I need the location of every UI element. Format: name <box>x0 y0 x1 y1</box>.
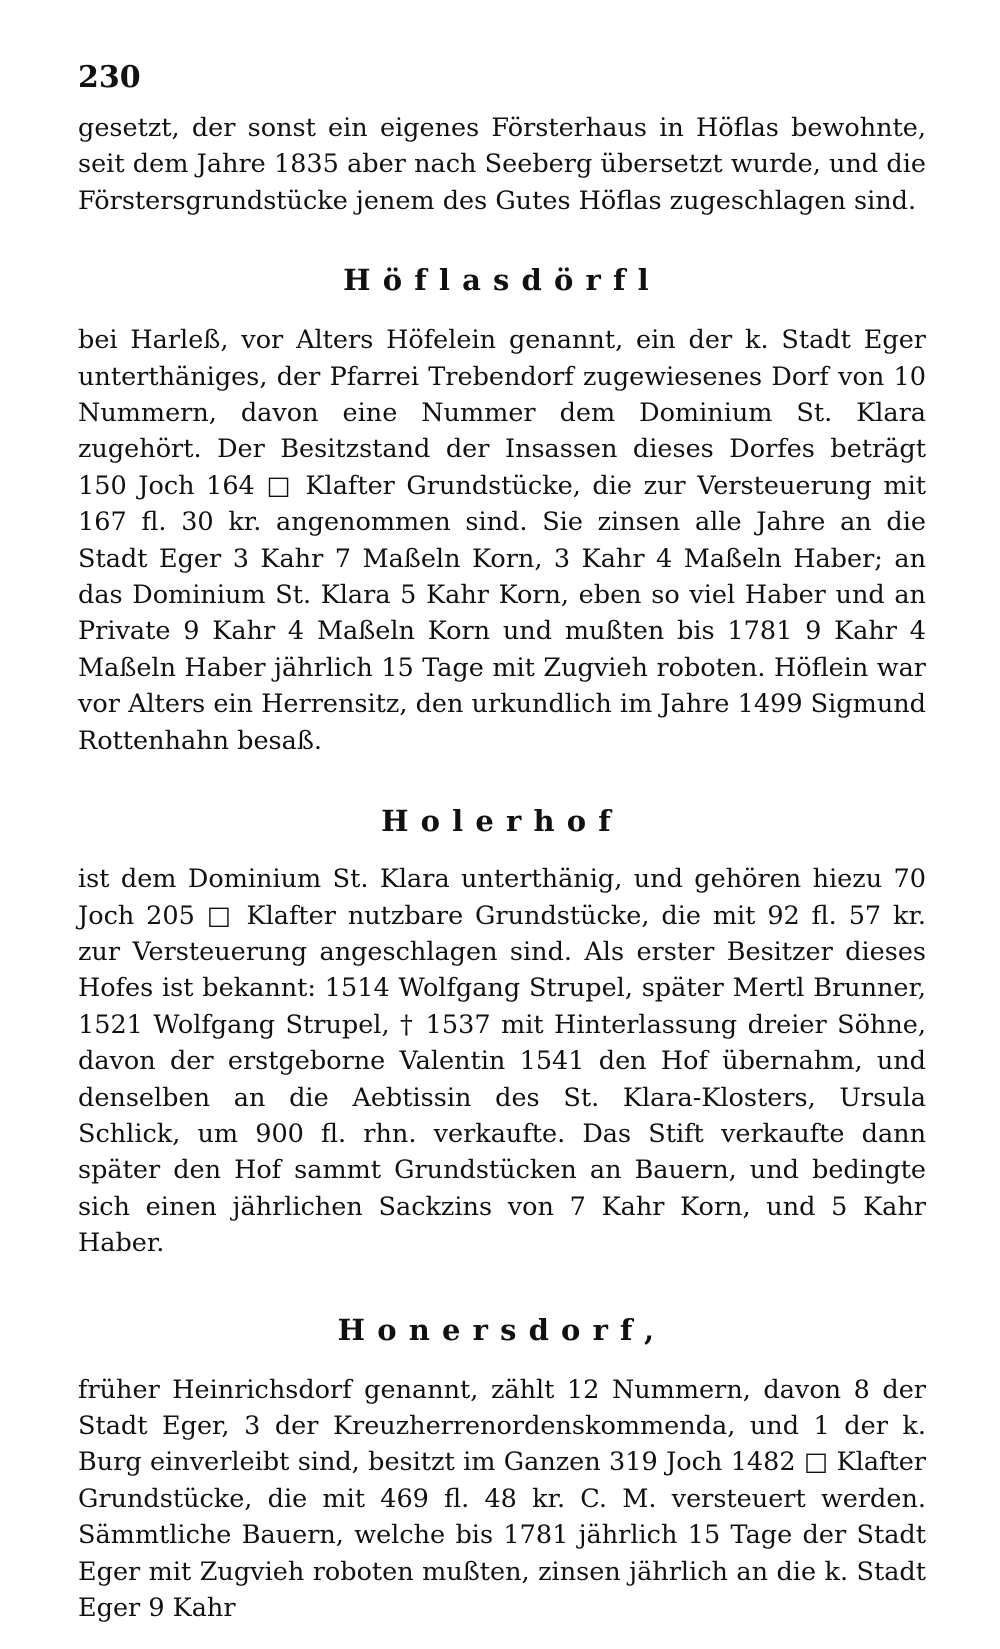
section-paragraph-holerhof: ist dem Dominium St. Klara unterthänig, und gehören hiezu 70 Joch 205 □ Klafter nutzbare Grundstücke, die mit 92 fl. 57 kr. zur Versteuerung angeschlagen sind. Als erster Besitzer dieses Hofes ist bekannt: 1514 Wolfgang Strupel, später Mertl Brunner, 1521 Wolfgang Strupel, † 1537 mit Hinterlassung dreier Söhne, davon der erstgeborne Valentin 1541 den Hof übernahm, und denselben an die Aebtissin des St. Klara-Klosters, Ursula Schlick, um 900 fl. rhn. verkaufte. Das Stift verkaufte dann später den Hof sammt Grundstücken an Bauern, und bedingte sich einen jährlichen Sackzins von 7 Kahr Korn, und 5 Kahr Haber. <box>78 864 926 1259</box>
section-paragraph-honersdorf: früher Heinrichsdorf genannt, zählt 12 Nummern, davon 8 der Stadt Eger, 3 der Kreuzherrenordenskommenda, und 1 der k. Burg einverleibt sind, besitzt im Ganzen 319 Joch 1482 □ Klafter Grundstücke, die mit 469 fl. 48 kr. C. M. versteuert werden. Sämmtliche Bauern, welche bis 1781 jährlich 15 Tage der Stadt Eger mit Zugvieh roboten mußten, zinsen jährlich an die k. Stadt Eger 9 Kahr <box>78 1374 926 1623</box>
book-page <box>78 58 926 1623</box>
section-heading-holerhof: Holerhof <box>381 804 623 839</box>
intro-paragraph: gesetzt, der sonst ein eigenes Försterhaus in Höflas bewohnte, seit dem Jahre 1835 aber nach Seeberg übersetzt wurde, und die Förstersgrundstücke jenem des Gutes Höflas zugeschlagen sind. <box>78 113 926 216</box>
section-paragraph-hoeflasdoerfl: bei Harleß, vor Alters Höfelein genannt, ein der k. Stadt Eger unterthäniges, der Pfarrei Trebendorf zugewiesenes Dorf von 10 Nummern, davon eine Nummer dem Dominium St. Klara zugehört. Der Besitzstand der Insassen dieses Dorfes beträgt 150 Joch 164 □ Klafter Grundstücke, die zur Versteuerung mit 167 fl. 30 kr. angenommen sind. Sie zinsen alle Jahre an die Stadt Eger 3 Kahr 7 Maßeln Korn, 3 Kahr 4 Maßeln Haber; an das Dominium St. Klara 5 Kahr Korn, eben so viel Haber und an Private 9 Kahr 4 Maßeln Korn und mußten bis 1781 9 Kahr 4 Maßeln Haber jährlich 15 Tage mit Zugvieh roboten. Höflein war vor Alters ein Herrensitz, den urkundlich im Jahre 1499 Sigmund Rottenhahn besaß. <box>78 325 926 756</box>
section-heading-honersdorf: Honersdorf, <box>337 1312 667 1347</box>
section-heading-hoeflasdoerfl: Höflasdörfl <box>343 263 661 298</box>
page-number: 230 <box>78 60 141 95</box>
